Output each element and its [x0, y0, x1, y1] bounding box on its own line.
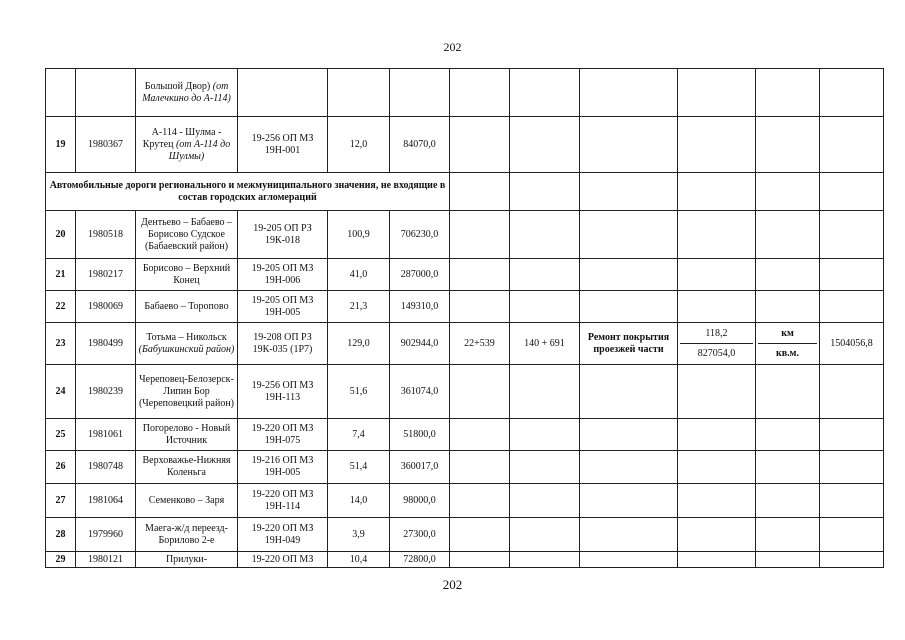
road-value: 706230,0 — [390, 211, 450, 259]
road-code: 1980069 — [76, 291, 136, 323]
table-row — [46, 211, 884, 259]
road-length: 21,3 — [328, 291, 390, 323]
road-name: Погорелово - Новый Источник — [136, 419, 238, 451]
work-unit — [756, 323, 820, 365]
road-name: Тотьма – Никольск (Бабушкинский район) — [136, 323, 238, 365]
road-length: 3,9 — [328, 518, 390, 552]
section-header: Автомобильные дороги регионального и межмуниципального значения, не входящие в состав городских агломераций — [46, 173, 450, 211]
road-registry: 19-205 ОП МЗ 19Н-005 — [238, 291, 328, 323]
road-name: Бабаево – Торопово — [136, 291, 238, 323]
road-value: 98000,0 — [390, 484, 450, 518]
road-value: 27300,0 — [390, 518, 450, 552]
table-row — [46, 117, 884, 173]
row-number: 28 — [46, 518, 76, 552]
table-row — [46, 484, 884, 518]
road-registry: 19-208 ОП РЗ 19К-035 (1Р7) — [238, 323, 328, 365]
road-length: 7,4 — [328, 419, 390, 451]
road-name: Большой Двор) (от Малечкино до А-114) — [136, 69, 238, 117]
road-length: 41,0 — [328, 259, 390, 291]
road-name: Прилуки- — [136, 552, 238, 568]
table-row — [46, 291, 884, 323]
table-row — [46, 419, 884, 451]
road-name: Череповец-Белозерск-Липин Бор (Череповецкий район) — [136, 365, 238, 419]
road-repair-table — [45, 68, 883, 567]
row-number: 26 — [46, 451, 76, 484]
road-registry: 19-216 ОП МЗ 19Н-005 — [238, 451, 328, 484]
road-registry: 19-256 ОП МЗ 19Н-001 — [238, 117, 328, 173]
road-code: 1980748 — [76, 451, 136, 484]
road-length: 129,0 — [328, 323, 390, 365]
table-row — [46, 518, 884, 552]
road-registry: 19-205 ОП РЗ 19К-018 — [238, 211, 328, 259]
row-number: 25 — [46, 419, 76, 451]
road-length: 12,0 — [328, 117, 390, 173]
section-header-row — [46, 173, 884, 211]
road-code: 1980239 — [76, 365, 136, 419]
road-name: А-114 - Шулма - Крутец (от А-114 до Шулмы) — [136, 117, 238, 173]
work-type: Ремонт покрытия проезжей части — [580, 323, 678, 365]
road-length: 51,4 — [328, 451, 390, 484]
row-number: 22 — [46, 291, 76, 323]
page-number-top: 202 — [443, 40, 462, 54]
road-value: 902944,0 — [390, 323, 450, 365]
row-number: 23 — [46, 323, 76, 365]
table-row — [46, 259, 884, 291]
road-code: 1981064 — [76, 484, 136, 518]
road-code: 1980217 — [76, 259, 136, 291]
row-number: 29 — [46, 552, 76, 568]
road-name: Борисово – Верхний Конец — [136, 259, 238, 291]
road-length: 51,6 — [328, 365, 390, 419]
road-registry: 19-220 ОП МЗ 19Н-114 — [238, 484, 328, 518]
road-value: 287000,0 — [390, 259, 450, 291]
section-start: 22+539 — [450, 323, 510, 365]
road-value: 84070,0 — [390, 117, 450, 173]
row-number: 20 — [46, 211, 76, 259]
table-row — [46, 323, 884, 365]
road-registry: 19-220 ОП МЗ 19Н-075 — [238, 419, 328, 451]
unit-area: кв.м. — [758, 343, 817, 363]
road-name: Верховажье-Нижняя Коленьга — [136, 451, 238, 484]
road-code: 1980367 — [76, 117, 136, 173]
road-code: 1980518 — [76, 211, 136, 259]
row-number: 19 — [46, 117, 76, 173]
road-registry: 19-256 ОП МЗ 19Н-113 — [238, 365, 328, 419]
road-code: 1979960 — [76, 518, 136, 552]
row-number: 24 — [46, 365, 76, 419]
road-length: 10,4 — [328, 552, 390, 568]
road-code: 1980499 — [76, 323, 136, 365]
road-value: 361074,0 — [390, 365, 450, 419]
road-code: 1981061 — [76, 419, 136, 451]
section-end: 140 + 691 — [510, 323, 580, 365]
road-length: 14,0 — [328, 484, 390, 518]
road-name: Семенково – Заря — [136, 484, 238, 518]
quantity-area: 827054,0 — [680, 343, 753, 363]
road-code: 1980121 — [76, 552, 136, 568]
road-value: 72800,0 — [390, 552, 450, 568]
row-number: 21 — [46, 259, 76, 291]
total-cost: 1504056,8 — [820, 323, 884, 365]
road-value: 51800,0 — [390, 419, 450, 451]
road-name: Маега-ж/д переезд-Борилово 2-е — [136, 518, 238, 552]
row-number: 27 — [46, 484, 76, 518]
road-registry: 19-205 ОП МЗ 19Н-006 — [238, 259, 328, 291]
road-length: 100,9 — [328, 211, 390, 259]
table-row — [46, 451, 884, 484]
unit-km: км — [781, 328, 794, 339]
work-quantity — [678, 323, 756, 365]
road-name: Дентьево – Бабаево – Борисово Судское (Бабаевский район) — [136, 211, 238, 259]
page-number-bottom: 202 — [442, 577, 463, 592]
table-row — [46, 552, 884, 568]
road-registry: 19-220 ОП МЗ — [238, 552, 328, 568]
table-row — [46, 69, 884, 117]
road-registry: 19-220 ОП МЗ 19Н-049 — [238, 518, 328, 552]
road-value: 360017,0 — [390, 451, 450, 484]
road-value: 149310,0 — [390, 291, 450, 323]
quantity-km: 118,2 — [705, 328, 728, 339]
table-row — [46, 365, 884, 419]
